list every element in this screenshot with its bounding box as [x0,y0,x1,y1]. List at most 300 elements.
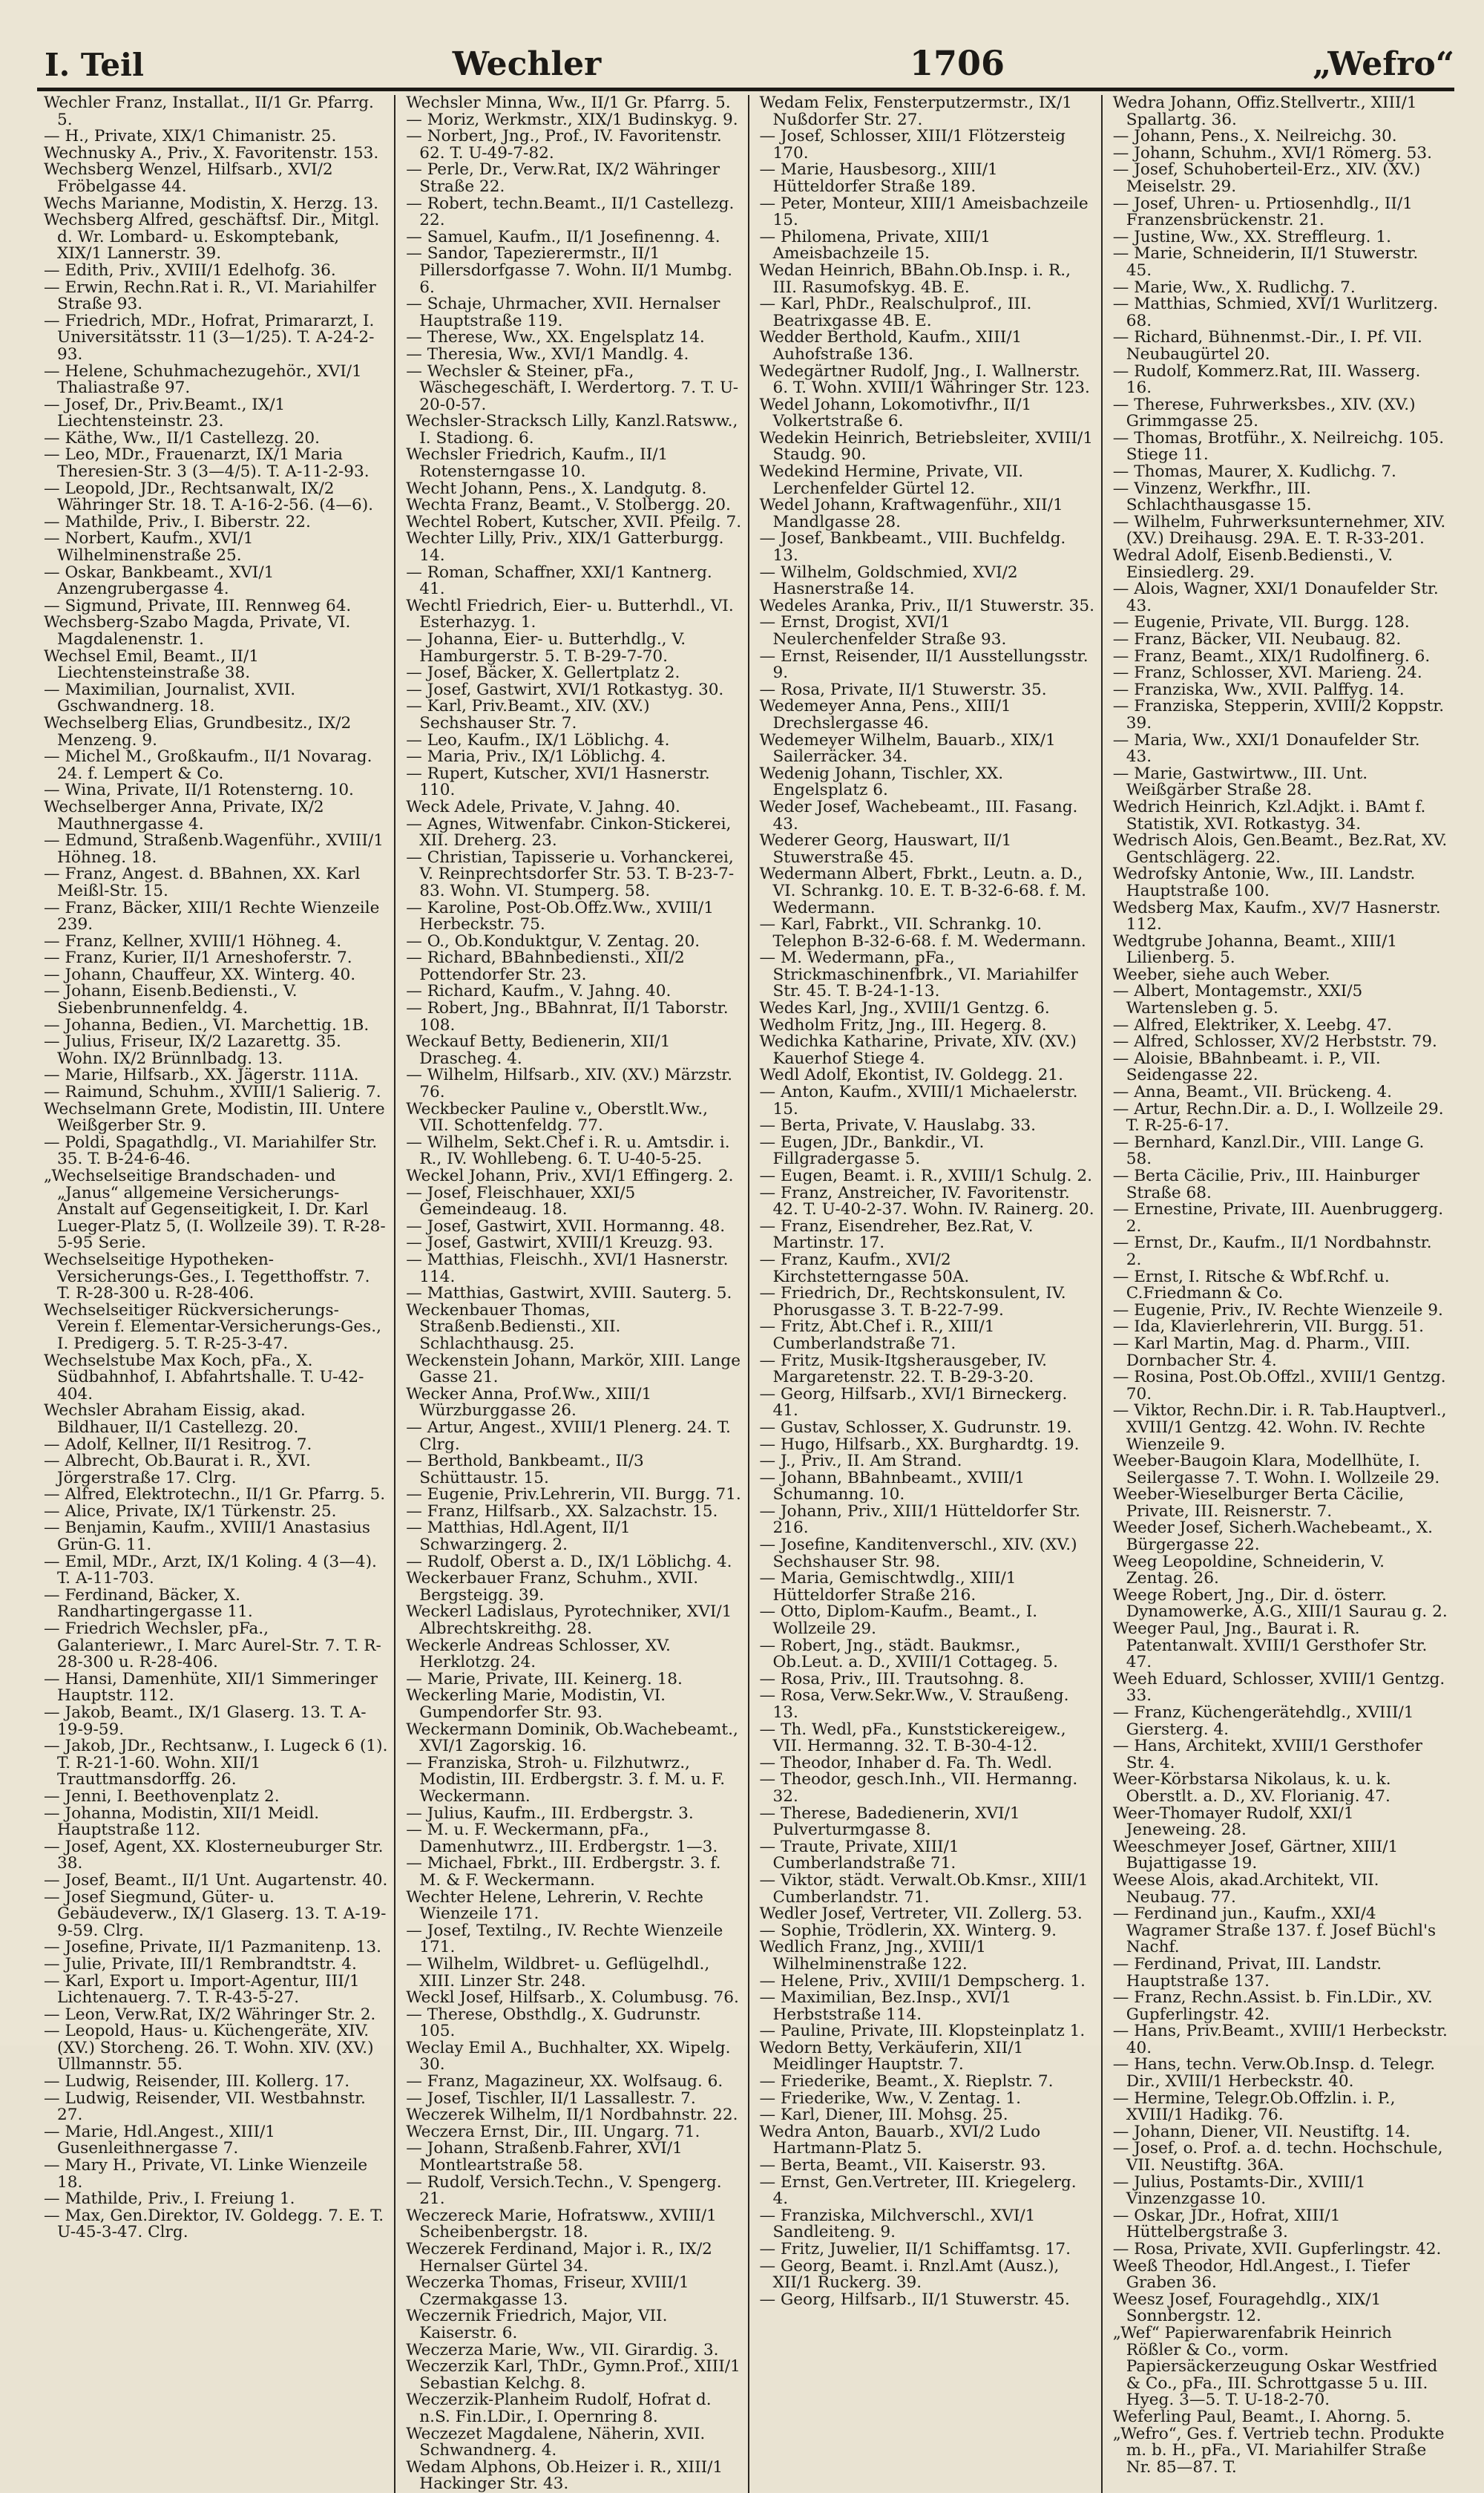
directory-entry: — Berta, Beamt., VII. Kaiserstr. 93. [759,2156,1046,2175]
directory-entry: — Johanna, Modistin, XII/1 Meidl. Hauptstraße 112. [44,1804,320,1840]
directory-entry: Wechsel Emil, Beamt., II/1 Liechtensteinstraße 38. [44,646,259,683]
directory-entry: — Thomas, Brotführ., X. Neilreichg. 105. Stiege 11. [1112,428,1445,465]
header-rule [37,88,1454,91]
directory-entry: — Franz, Rechn.Assist. b. Fin.LDir., XV. Gupferlingstr. 42. [1112,1988,1433,2024]
directory-entry: — Josefine, Kanditenverschl., XIV. (XV.) Sechshauser Str. 98. [759,1536,1077,1571]
directory-entry: — Maria, Gemischtwdlg., XIII/1 Hütteldorfer Straße 216. [759,1569,1017,1605]
directory-entry: — Leopold, JDr., Rechtsanwalt, IX/2 Währinger Str. 18. T. A-16-2-56. (4—6). [44,479,374,515]
directory-entry: Wechsberg Alfred, geschäftsf. Dir., Mitgl. d. Wr. Lombard- u. Eskomptebank, XIX/1 Lannerstr. 39. [44,211,380,263]
directory-entry: — Helene, Priv., XVIII/1 Dempscherg. 1. [759,1971,1086,1991]
directory-entry: — Richard, BBahnbediensti., XII/2 Pottendorfer Str. 23. [406,949,685,984]
directory-entry: — Wina, Private, II/1 Rotensterng. 10. [44,781,354,800]
directory-entry: Weckermann Dominik, Ob.Wachebeamt., XVI/1 Zagorskig. 16. [406,1720,738,1756]
directory-entry: — Karl, Fabrkt., VII. Schrankg. 10. Telephon B-32-6-68. f. M. Wedermann. [759,915,1086,951]
directory-entry: — Oskar, Bankbeamt., XVI/1 Anzengrubergasse 4. [44,563,275,599]
directory-entry: Wedder Berthold, Kaufm., XIII/1 Auhofstraße 136. [759,328,1022,364]
directory-entry: — Georg, Hilfsarb., II/1 Stuwerstr. 45. [759,2290,1070,2309]
directory-entry: — Josef, Textilng., IV. Rechte Wienzeile 171. [406,1921,723,1957]
directory-entry: — Benjamin, Kaufm., XVIII/1 Anastasius Grün-G. 11. [44,1519,370,1555]
directory-entry: — Agnes, Witwenfabr. Cinkon-Stickerei, XII. Dreherg. 23. [406,814,732,851]
directory-entry: — Johann, Schuhm., XVI/1 Römerg. 53. [1112,143,1432,163]
directory-entry: Wedichka Katharine, Private, XIV. (XV.) Kauerhof Stiege 4. [759,1032,1077,1068]
directory-entry: Wechsberg-Szabo Magda, Private, VI. Magdalenenstr. 1. [44,613,351,649]
directory-entry: — Theodor, Inhaber d. Fa. Th. Wedl. [759,1753,1053,1772]
directory-entry: — Eugenie, Priv.Lehrerin, VII. Burgg. 71. [406,1485,741,1504]
directory-entry: — Maria, Ww., XXI/1 Donaufelder Str. 43. [1112,730,1420,767]
directory-entry: Wedrofsky Antonie, Ww., III. Landstr. Hauptstraße 100. [1112,865,1416,900]
directory-entry: Wedegärtner Rudolf, Jng., I. Wallnerstr. 6. T. Wohn. XVIII/1 Währinger Str. 123. [759,361,1090,398]
directory-entry: — Eugenie, Priv., IV. Rechte Wienzeile 9. [1112,1300,1443,1320]
directory-entry: Wedekind Hermine, Private, VII. Lerchenfelder Gürtel 12. [759,462,1024,498]
directory-entry: — Wechsler & Steiner, pFa., Wäschegeschäft, I. Werdertorg. 7. T. U-20-0-57. [406,361,739,414]
directory-entry: — Rosa, Verw.Sekr.Ww., V. Straußeng. 13. [759,1686,1069,1722]
directory-entry: — Oskar, JDr., Hofrat, XIII/1 Hüttelbergstraße 3. [1112,2206,1341,2242]
directory-entry: Weclay Emil A., Buchhalter, XX. Wipelg. 30. [406,2038,731,2074]
directory-entry: — Maria, Priv., IX/1 Löblichg. 4. [406,747,666,767]
directory-entry: Weczera Ernst, Dir., III. Ungarg. 71. [406,2122,700,2141]
directory-entry: Weeger Paul, Jng., Baurat i. R. Patentanwalt. XVIII/1 Gersthofer Str. 47. [1112,1619,1428,1672]
directory-entry: — Franz, Kaufm., XVI/2 Kirchstetterngasse 50A. [759,1250,970,1286]
directory-entry: — Rosa, Private, XVII. Gupferlingstr. 42. [1112,2240,1442,2258]
directory-entry: — Berta Cäcilie, Priv., III. Hainburger Straße 68. [1112,1167,1420,1202]
directory-entry: Wedemeyer Anna, Pens., XIII/1 Drechslergasse 46. [759,697,1011,733]
directory-entry: — Maximilian, Bez.Insp., XVI/1 Herbststraße 114. [759,1988,1012,2024]
directory-entry: — Josef, Gastwirt, XVI/1 Rotkastyg. 30. [406,680,724,699]
directory-entry: — Bernhard, Kanzl.Dir., VIII. Lange G. 58. [1112,1133,1425,1169]
directory-entry: — Jenni, I. Beethovenplatz 2. [44,1786,280,1806]
directory-entry: — Alfred, Elektrotechn., II/1 Gr. Pfarrg. 5. [44,1485,386,1504]
directory-entry: — Hans, Architekt, XVIII/1 Gersthofer Str. 4. [1112,1737,1422,1772]
directory-entry: — Ida, Klavierlehrerin, VII. Burgg. 51. [1112,1317,1425,1337]
directory-entry: — Friederike, Beamt., X. Rieplstr. 7. [759,2072,1054,2091]
directory-entry: — Sophie, Trödlerin, XX. Winterg. 9. [759,1921,1057,1940]
directory-entry: — Käthe, Ww., II/1 Castellezg. 20. [44,428,320,448]
directory-entry: — Franz, Hilfsarb., XX. Salzachstr. 15. [406,1501,718,1521]
directory-entry: „Wefro“, Ges. f. Vertrieb techn. Produkte m. b. H., pFa., VI. Mariahilfer Straße Nr. 85—87. T. [1112,2424,1445,2477]
directory-entry: — Franz, Angest. d. BBahnen, XX. Karl Meißl-Str. 15. [44,865,361,900]
directory-entry: — Karl, PhDr., Realschulprof., III. Beatrixgasse 4B. E. [759,295,1032,330]
section-label: I. Teil [45,47,144,83]
directory-entry: — Leo, Kaufm., IX/1 Löblichg. 4. [406,730,670,750]
directory-entry: — Perle, Dr., Verw.Rat, IX/2 Währinger Straße 22. [406,160,720,196]
directory-entry: — Alois, Wagner, XXI/1 Donaufelder Str. 43. [1112,580,1439,615]
directory-entry: — Ernst, Dr., Kaufm., II/1 Nordbahnstr. 2. [1112,1234,1432,1269]
directory-entry: — O., Ob.Konduktgur, V. Zentag. 20. [406,931,700,951]
directory-entry: — Georg, Beamt. i. Rnzl.Amt (Ausz.), XII/1 Ruckerg. 39. [759,2256,1060,2293]
directory-entry: Wechsberg Wenzel, Hilfsarb., XVI/2 Fröbelgasse 44. [44,160,333,196]
directory-entry: Wedlich Franz, Jng., XVIII/1 Wilhelminenstraße 122. [759,1938,986,1973]
directory-entry: — Franz, Magazineur, XX. Wolfsaug. 6. [406,2072,723,2091]
directory-entry: — Norbert, Kaufm., XVI/1 Wilhelminenstraße 25. [44,529,254,566]
directory-entry: — Franz, Beamt., XIX/1 Rudolfinerg. 6. [1112,646,1431,666]
directory-entry: Wedral Adolf, Eisenb.Bediensti., V. Einsiedlerg. 29. [1112,546,1393,582]
column-4 [1101,95,1454,2493]
directory-entry: — Traute, Private, XIII/1 Cumberlandstraße 71. [759,1837,959,1873]
directory-entry: — Karl Martin, Mag. d. Pharm., VIII. Dornbacher Str. 4. [1112,1334,1411,1370]
directory-entry: — Franziska, Milchverschl., XVI/1 Sandleiteng. 9. [759,2206,1036,2242]
directory-entry: — Friedrich, Dr., Rechtskonsulent, IV. Phorusgasse 3. T. B-22-7-99. [759,1284,1066,1320]
directory-entry: — Ludwig, Reisender, III. Kollerg. 17. [44,2072,350,2091]
directory-entry: Weckl Josef, Hilfsarb., X. Columbusg. 76. [406,1988,739,2008]
directory-entry: Wedeles Aranka, Priv., II/1 Stuwerstr. 35. [759,596,1094,615]
directory-entry: Weckerle Andreas Schlosser, XV. Herklotzg. 24. [406,1636,671,1672]
directory-entry: Weczerzik-Planheim Rudolf, Hofrat d. n.S. Fin.LDir., I. Opernring 8. [406,2391,712,2426]
directory-entry: — Wilhelm, Goldschmied, XVI/2 Hasnerstraße 14. [759,563,1018,599]
directory-entry: — Ernst, Gen.Vertreter, III. Kriegelerg. 4. [759,2172,1077,2209]
directory-entry: „Wef“ Papierwarenfabrik Heinrich Rößler & Co., vorm. Papiersäckerzeugung Oskar Westfried & Co., pFa., III. Schrottgasse 5 u. III. Hyeg. 3—5. T. U-18-2-70. [1112,2323,1438,2410]
directory-entry: — Hans, techn. Verw.Ob.Insp. d. Telegr. Dir., XVIII/1 Herbeckstr. 40. [1112,2055,1436,2091]
directory-entry: Wechsler Minna, Ww., II/1 Gr. Pfarrg. 5. [406,94,731,112]
directory-entry: — Moriz, Werkmstr., XIX/1 Budinskyg. 9. [406,110,738,129]
directory-entry: — Josef, Uhren- u. Prtiosenhdlg., II/1 Franzensbrückenstr. 21. [1112,194,1413,230]
directory-entry: — M. u. F. Weckermann, pFa., Damenhutwrz., III. Erdbergstr. 1—3. [406,1821,718,1856]
directory-entry: Wechter Lilly, Priv., XIX/1 Gatterburgg. 14. [406,529,724,566]
directory-entry: Wedsberg Max, Kaufm., XV/7 Hasnerstr. 112. [1112,898,1441,934]
directory-entry: — Fritz, Juwelier, II/1 Schiffamtsg. 17. [759,2240,1071,2258]
directory-entry: — Ferdinand, Privat, III. Landstr. Hauptstraße 137. [1112,1954,1382,1991]
directory-entry: Weferling Paul, Beamt., I. Ahorng. 5. [1112,2407,1411,2426]
directory-entry: — Mathilde, Priv., I. Freiung 1. [44,2189,295,2209]
directory-entry: — Richard, Kaufm., V. Jahng. 40. [406,982,672,1001]
directory-entry: Weeh Eduard, Schlosser, XVIII/1 Gentzg. 33. [1112,1669,1445,1706]
directory-entry: — Poldi, Spagathdlg., VI. Mariahilfer Str. 35. T. B-24-6-46. [44,1133,378,1169]
directory-entry: — Alfred, Schlosser, XV/2 Herbststr. 79. [1112,1032,1437,1052]
directory-entry: Wedam Alphons, Ob.Heizer i. R., XIII/1 Hackinger Str. 43. [406,2457,723,2493]
page-number: 1706 [909,43,1005,83]
directory-entry: — Max, Gen.Direktor, IV. Goldegg. 7. E. T. U-45-3-47. Clrg. [44,2206,384,2242]
directory-entry: — Christian, Tapisserie u. Vorhanckerei, V. Reinprechtsdorfer Str. 53. T. B-23-7-83. Wohn. VI. Stumperg. 58. [406,848,735,900]
directory-entry: — Artur, Angest., XVIII/1 Plenerg. 24. T. Clrg. [406,1418,731,1454]
directory-entry: — Franz, Schlosser, XVI. Marieng. 24. [1112,664,1422,683]
directory-entry: — Samuel, Kaufm., II/1 Josefinenng. 4. [406,227,720,246]
directory-entry: — Michel M., Großkaufm., II/1 Novarag. 24. f. Lempert & Co. [44,747,372,783]
directory-entry: Weczerek Ferdinand, Major i. R., IX/2 Hernalser Gürtel 34. [406,2240,712,2276]
directory-entry: — Ernst, I. Ritsche & Wbf.Rchf. u. C.Friedmann & Co. [1112,1267,1390,1303]
directory-entry: Weeber-Wieselburger Berta Cäcilie, Private, III. Reisnerstr. 7. [1112,1485,1405,1521]
directory-entry: Wedel Johann, Kraftwagenführ., XII/1 Mandlgasse 28. [759,496,1063,531]
directory-entry: — Leon, Verw.Rat, IX/2 Währinger Str. 2. [44,2005,376,2024]
directory-entry: — Julius, Kaufm., III. Erdbergstr. 3. [406,1804,694,1823]
directory-entry: — Pauline, Private, III. Klopsteinplatz 1. [759,2022,1086,2041]
directory-entry: — Hermine, Telegr.Ob.Offzlin. i. P., XVIII/1 Hadikg. 76. [1112,2089,1396,2125]
directory-entry: Weckerling Marie, Modistin, VI. Gumpendorfer Str. 93. [406,1686,666,1722]
directory-entry: Wechler Franz, Installat., II/1 Gr. Pfarrg. 5. [44,94,374,129]
directory-entry: — Viktor, Rechn.Dir. i. R. Tab.Hauptverl., XVIII/1 Gentzg. 42. Wohn. IV. Rechte Wienzeile 9. [1112,1401,1447,1454]
directory-entry: — Sandor, Tapezierermstr., II/1 Pillersdorfgasse 7. Wohn. II/1 Mumbg. 6. [406,244,733,297]
column-2 [394,95,747,2493]
directory-entry: — Emil, MDr., Arzt, IX/1 Koling. 4 (3—4). T. A-11-703. [44,1552,377,1588]
directory-entry: — Franz, Bäcker, VII. Neubaug. 82. [1112,630,1402,649]
directory-entry: Weeß Theodor, Hdl.Angest., I. Tiefer Graben 36. [1112,2256,1410,2293]
directory-entry: — Josef, o. Prof. a. d. techn. Hochschule, VII. Neustiftg. 36A. [1112,2139,1443,2175]
directory-entry: Wechselseitiger Rückversicherungs-Verein f. Elementar-Versicherungs-Ges., I. Predigerg. 5. T. R-25-3-47. [44,1300,381,1353]
directory-entry: Wechtel Robert, Kutscher, XVII. Pfeilg. 7. [406,512,742,531]
directory-entry: — Schaje, Uhrmacher, XVII. Hernalser Hauptstraße 119. [406,295,720,330]
directory-entry: Wedekin Heinrich, Betriebsleiter, XVIII/1 Staudg. 90. [759,428,1093,465]
directory-entry: Weeber, siehe auch Weber. [1112,965,1330,984]
directory-entry: Wedenig Johann, Tischler, XX. Engelsplatz 6. [759,764,1004,800]
directory-entry: — M. Wedermann, pFa., Strickmaschinenfbrk., VI. Mariahilfer Str. 45. T. B-24-1-13. [759,949,1078,1001]
directory-entry: — Josefine, Private, II/1 Pazmanitenp. 13. [44,1938,381,1957]
directory-entry: — Rosa, Priv., III. Trautsohng. 8. [759,1669,1025,1688]
directory-entry: — Philomena, Private, XIII/1 Ameisbachzeile 15. [759,227,991,263]
directory-entry: — Julius, Postamts-Dir., XVIII/1 Vinzenzgasse 10. [1112,2172,1366,2209]
directory-entry: — Hans, Priv.Beamt., XVIII/1 Herbeckstr. 40. [1112,2022,1448,2057]
directory-entry: — Josef, Schuhoberteil-Erz., XIV. (XV.) Meiselstr. 29. [1112,160,1421,196]
directory-entry: — Julius, Friseur, IX/2 Lazarettg. 35. Wohn. IX/2 Brünnlbadg. 13. [44,1032,341,1068]
directory-entry: — Georg, Hilfsarb., XVI/1 Birneckerg. 41. [759,1384,1068,1421]
directory-entry: Wechsler-Stracksch Lilly, Kanzl.Ratsww., I. Stadiong. 6. [406,412,738,448]
directory-entry: Wedemeyer Wilhelm, Bauarb., XIX/1 Sailerräcker. 34. [759,730,1056,767]
directory-entry: — Therese, Ww., XX. Engelsplatz 14. [406,328,705,347]
directory-entry: — Josef, Bäcker, X. Gellertplatz 2. [406,664,680,683]
directory-entry: — Marie, Gastwirtww., III. Unt. Weißgärber Straße 28. [1112,764,1368,800]
directory-entry: — Albert, Montagemstr., XXI/5 Wartensleben g. 5. [1112,982,1363,1018]
directory-entry: — Johann, Straßenb.Fahrer, XVI/1 Montleartstraße 58. [406,2139,683,2175]
directory-entry: Wedra Johann, Offiz.Stellvertr., XIII/1 Spallartg. 36. [1112,94,1417,129]
directory-entry: — Ferdinand, Bäcker, X. Randhartingergasse 11. [44,1585,253,1622]
directory-entry: Wechtl Friedrich, Eier- u. Butterhdl., VI. Esterhazyg. 1. [406,596,734,632]
directory-columns [41,94,1454,2493]
directory-entry: — Eugen, Beamt. i. R., XVIII/1 Schulg. 2. [759,1167,1092,1185]
directory-entry: — Berthold, Bankbeamt., II/3 Schüttaustr. 15. [406,1452,644,1487]
directory-entry: — Marie, Hausbesorg., XIII/1 Hütteldorfer Straße 189. [759,160,998,196]
directory-entry: Wechselberg Elias, Grundbesitz., IX/2 Menzeng. 9. [44,713,352,750]
directory-entry: Wechnusky A., Priv., X. Favoritenstr. 153. [44,143,379,163]
directory-entry: — Berta, Private, V. Hauslabg. 33. [759,1116,1036,1136]
directory-entry: — Theodor, gesch.Inh., VII. Hermanng. 32. [759,1770,1078,1806]
directory-entry: — Josef, Gastwirt, XVII. Hormanng. 48. [406,1216,726,1236]
directory-entry: — Franziska, Stroh- u. Filzhutwrz., Modistin, III. Erdbergstr. 3. f. M. u. F. Weckermann. [406,1753,726,1806]
directory-entry: Weer-Thomayer Rudolf, XXI/1 Jeneweing. 28. [1112,1804,1354,1840]
directory-entry: — Jakob, Beamt., IX/1 Glaserg. 13. T. A-19-9-59. [44,1703,367,1739]
page-header [45,39,1454,83]
directory-entry: — Matthias, Schmied, XVI/1 Wurlitzerg. 68. [1112,295,1439,330]
directory-entry: Weder Josef, Wachebeamt., III. Fasang. 43. [759,797,1078,833]
directory-entry: — H., Private, XIX/1 Chimanistr. 25. [44,127,337,146]
directory-entry: — Friedrich Wechsler, pFa., Galanteriewr., I. Marc Aurel-Str. 7. T. R-28-300 u. R-28-406. [44,1619,381,1672]
directory-entry: Wechter Helene, Lehrerin, V. Rechte Wienzeile 171. [406,1887,703,1924]
directory-entry: Weeber-Baugoin Klara, Modellhüte, I. Seilergasse 7. T. Wohn. I. Wollzeile 29. [1112,1452,1440,1487]
directory-entry: — Anton, Kaufm., XVIII/1 Michaelerstr. 15. [759,1083,1078,1118]
directory-entry: Wedel Johann, Lokomotivfhr., II/1 Volkertstraße 6. [759,395,1032,431]
directory-entry: — Marie, Private, III. Keinerg. 18. [406,1669,683,1688]
directory-entry: Weczerka Thomas, Friseur, XVIII/1 Czermakgasse 13. [406,2273,689,2309]
directory-entry: — Wilhelm, Fuhrwerksunternehmer, XIV. (XV.) Dreihausg. 29A. E. T. R-33-201. [1112,512,1446,548]
directory-entry: Weckenstein Johann, Markör, XIII. Lange Gasse 21. [406,1351,741,1387]
directory-entry: — Josef, Dr., Priv.Beamt., IX/1 Liechtensteinstr. 23. [44,395,286,431]
directory-entry: — Robert, Jng., BBahnrat, II/1 Taborstr. 108. [406,999,729,1035]
directory-entry: — Josef, Bankbeamt., VIII. Buchfeldg. 13. [759,529,1066,566]
directory-entry: Wedrisch Alois, Gen.Beamt., Bez.Rat, XV. Gentschlägerg. 22. [1112,831,1448,867]
directory-entry: — Franz, Küchengerätehdlg., XVIII/1 Giersterg. 4. [1112,1703,1414,1739]
directory-entry: — Hansi, Damenhüte, XII/1 Simmeringer Hauptstr. 112. [44,1669,378,1706]
directory-entry: Weckauf Betty, Bedienerin, XII/1 Drascheg. 4. [406,1032,671,1068]
directory-entry: — Wilhelm, Sekt.Chef i. R. u. Amtsdir. i. R., IV. Wohllebeng. 6. T. U-40-5-25. [406,1133,730,1169]
directory-entry: — Johanna, Bedien., VI. Marchettig. 1B. [44,1015,370,1035]
directory-entry: — Mary H., Private, VI. Linke Wienzeile 18. [44,2156,368,2192]
directory-entry: — Norbert, Jng., Prof., IV. Favoritenstr. 62. T. U-49-7-82. [406,127,722,163]
directory-entry: Weczerzik Karl, ThDr., Gymn.Prof., XIII/1 Sebastian Kelchg. 8. [406,2357,741,2393]
catchword-left: Wechler [452,45,602,83]
directory-entry: — Rudolf, Oberst a. D., IX/1 Löblichg. 4. [406,1552,732,1571]
directory-entry: — Wilhelm, Wildbret- u. Geflügelhdl., XIII. Linzer Str. 248. [406,1954,710,1991]
directory-entry: — Therese, Obsthdlg., X. Gudrunstr. 105. [406,2005,701,2041]
directory-entry: Weczerek Wilhelm, II/1 Nordbahnstr. 22. [406,2106,738,2125]
directory-entry: Weckel Johann, Priv., XVI/1 Effingerg. 2. [406,1167,734,1185]
directory-entry: Weesz Josef, Fouragehdlg., XIX/1 Sonnbergstr. 12. [1112,2290,1382,2326]
directory-entry: — Michael, Fbrkt., III. Erdbergstr. 3. f. M. & F. Weckermann. [406,1854,721,1890]
directory-entry: Wederer Georg, Hauswart, II/1 Stuwerstraße 45. [759,831,1012,867]
directory-entry: — Johann, Priv., XIII/1 Hütteldorfer Str. 216. [759,1501,1080,1538]
directory-entry: Wedholm Fritz, Jng., III. Hegerg. 8. [759,1015,1047,1035]
directory-entry: — Fritz, Abt.Chef i. R., XIII/1 Cumberlandstraße 71. [759,1317,995,1353]
directory-entry: — Roman, Schaffner, XXI/1 Kantnerg. 41. [406,563,712,599]
directory-entry: — Mathilde, Priv., I. Biberstr. 22. [44,512,311,531]
directory-entry: Weckenbauer Thomas, Straßenb.Bediensti., XII. Schlachthausg. 25. [406,1300,621,1353]
directory-entry: — Alfred, Elektriker, X. Leebg. 47. [1112,1015,1393,1035]
directory-entry: Wedrich Heinrich, Kzl.Adjkt. i. BAmt f. Statistik, XVI. Rotkastyg. 34. [1112,797,1426,833]
directory-entry: — J., Priv., II. Am Strand. [759,1452,962,1471]
directory-entry: — Hugo, Hilfsarb., XX. Burghardtg. 19. [759,1435,1080,1454]
directory-entry: Weeschmeyer Josef, Gärtner, XIII/1 Bujattigasse 19. [1112,1837,1399,1873]
directory-entry: — Sigmund, Private, III. Rennweg 64. [44,596,352,615]
directory-entry: — Rupert, Kutscher, XVI/1 Hasnerstr. 110. [406,764,710,800]
directory-entry: Wechs Marianne, Modistin, X. Herzg. 13. [44,194,379,213]
directory-entry: Wedes Karl, Jng., XVIII/1 Gentzg. 6. [759,999,1050,1018]
directory-entry: — Ernst, Reisender, II/1 Ausstellungsstr. 9. [759,646,1089,683]
directory-entry: — Leo, MDr., Frauenarzt, IX/1 Maria Theresien-Str. 3 (3—4/5). T. A-11-2-93. [44,445,370,482]
directory-entry: — Theresia, Ww., XVI/1 Mandlg. 4. [406,344,689,364]
directory-entry: — Eugen, JDr., Bankdir., VI. Fillgradergasse 5. [759,1133,985,1169]
directory-entry: Wedler Josef, Vertreter, VII. Zollerg. 53. [759,1904,1083,1924]
directory-entry: — Rosina, Post.Ob.Offzl., XVIII/1 Gentzg. 70. [1112,1368,1446,1403]
directory-entry: — Franziska, Ww., XVII. Palffyg. 14. [1112,680,1405,699]
directory-entry: — Josef, Fleischhauer, XXI/5 Gemeindeaug. 18. [406,1183,636,1219]
directory-entry: Wechta Franz, Beamt., V. Stolbergg. 20. [406,496,731,515]
directory-entry: Weckerbauer Franz, Schuhm., XVII. Bergsteigg. 39. [406,1569,699,1605]
directory-entry: — Johann, BBahnbeamt., XVIII/1 Schumanng. 10. [759,1468,1025,1504]
directory-entry: — Josef, Tischler, II/1 Lassallestr. 7. [406,2089,696,2108]
directory-entry: — Artur, Rechn.Dir. a. D., I. Wollzeile 29. T. R-25-6-17. [1112,1099,1444,1136]
directory-entry: Weck Adele, Private, V. Jahng. 40. [406,797,680,816]
directory-entry: Wedorn Betty, Verkäuferin, XII/1 Meidlinger Hauptstr. 7. [759,2038,1024,2074]
directory-entry: — Albrecht, Ob.Baurat i. R., XVI. Jörgerstraße 17. Clrg. [44,1452,311,1487]
directory-entry: Weeg Leopoldine, Schneiderin, V. Zentag. 26. [1112,1552,1385,1588]
directory-entry: — Thomas, Maurer, X. Kudlichg. 7. [1112,462,1396,482]
directory-entry: — Franziska, Stepperin, XVIII/2 Koppstr. 39. [1112,697,1445,733]
directory-entry: — Gustav, Schlosser, X. Gudrunstr. 19. [759,1418,1072,1437]
directory-entry: — Ernestine, Private, III. Auenbruggerg. 2. [1112,1200,1444,1236]
directory-entry: — Josef Siegmund, Güter- u. Gebäudeverw., IX/1 Glaserg. 13. T. A-19-9-59. Clrg. [44,1887,387,1940]
directory-entry: — Otto, Diplom-Kaufm., Beamt., I. Wollzeile 29. [759,1602,1038,1639]
directory-entry: — Wilhelm, Hilfsarb., XIV. (XV.) Märzstr. 76. [406,1066,732,1102]
directory-entry: — Therese, Fuhrwerksbes., XIV. (XV.) Grimmgasse 25. [1112,395,1416,431]
directory-entry: Weczereck Marie, Hofratsww., XVIII/1 Scheibenbergstr. 18. [406,2206,717,2242]
directory-entry: Weczerza Marie, Ww., VII. Girardig. 3. [406,2340,719,2359]
directory-entry: — Marie, Hilfsarb., XX. Jägerstr. 111A. [44,1066,359,1085]
catchword-right: „Wefro“ [1312,45,1454,83]
directory-entry: — Friedrich, MDr., Hofrat, Primararzt, I. Universitätsstr. 11 (3—1/25). T. A-24-2-93. [44,311,375,364]
directory-entry: Wedl Adolf, Ekontist, IV. Goldegg. 21. [759,1066,1063,1085]
directory-entry: — Edmund, Straßenb.Wagenführ., XVIII/1 Höhneg. 18. [44,831,384,867]
directory-entry: Weczernik Friedrich, Major, VII. Kaiserstr. 6. [406,2307,668,2342]
directory-entry: — Marie, Schneiderin, II/1 Stuwerstr. 45. [1112,244,1419,280]
directory-entry: — Eugenie, Private, VII. Burgg. 128. [1112,613,1410,632]
directory-entry: — Josef, Agent, XX. Klosterneuburger Str. 38. [44,1837,384,1873]
directory-entry: — Marie, Hdl.Angest., XIII/1 Gusenleithnergasse 7. [44,2122,276,2158]
directory-entry: — Peter, Monteur, XIII/1 Ameisbachzeile 15. [759,194,1089,230]
directory-entry: Wechsler Friedrich, Kaufm., II/1 Rotensterngasse 10. [406,445,669,482]
directory-entry: — Matthias, Hdl.Agent, II/1 Schwarzingerg. 2. [406,1519,631,1555]
directory-entry: — Justine, Ww., XX. Streffleurg. 1. [1112,227,1392,246]
directory-entry: — Aloisie, BBahnbeamt. i. P., VII. Seidengasse 22. [1112,1049,1381,1085]
directory-entry: — Maximilian, Journalist, XVII. Gschwandnerg. 18. [44,680,296,716]
directory-entry: — Ernst, Drogist, XVI/1 Neulerchenfelder Straße 93. [759,613,1007,649]
directory-entry: Weer-Körbstarsa Nikolaus, k. u. k. Oberstlt. a. D., XV. Florianig. 47. [1112,1770,1391,1806]
directory-entry: — Johann, Pens., X. Neilreichg. 30. [1112,127,1397,146]
directory-entry: — Matthias, Gastwirt, XVIII. Sauterg. 5. [406,1284,732,1303]
directory-entry: Weege Robert, Jng., Dir. d. österr. Dynamowerke, A.G., XIII/1 Saurau g. 2. [1112,1585,1448,1622]
directory-entry: Weckerl Ladislaus, Pyrotechniker, XVI/1 Albrechtskreithg. 28. [406,1602,732,1639]
directory-entry: — Josef, Schlosser, XIII/1 Flötzersteig 170. [759,127,1066,163]
directory-entry: — Johann, Chauffeur, XX. Winterg. 40. [44,965,356,984]
directory-entry: — Helene, Schuhmachezugehör., XVI/1 Thaliastraße 97. [44,361,362,398]
directory-entry: — Fritz, Musik-Itgsherausgeber, IV. Margaretenstr. 22. T. B-29-3-20. [759,1351,1048,1387]
directory-entry: — Rudolf, Versich.Techn., V. Spengerg. 21. [406,2172,722,2209]
directory-entry: Weese Alois, akad.Architekt, VII. Neubaug. 77. [1112,1870,1379,1907]
directory-entry: Wechselstube Max Koch, pFa., X. Südbahnhof, I. Abfahrtshalle. T. U-42-404. [44,1351,364,1403]
directory-entry: — Josef, Beamt., II/1 Unt. Augartenstr. 40. [44,1870,388,1890]
directory-entry: Wecht Johann, Pens., X. Landgutg. 8. [406,479,707,498]
directory-entry: — Ferdinand jun., Kaufm., XXI/4 Wagramer Straße 137. f. Josef Büchl's Nachf. [1112,1904,1437,1957]
directory-entry: — Marie, Ww., X. Rudlichg. 7. [1112,278,1356,297]
directory-entry: — Franz, Kurier, II/1 Arneshoferstr. 7. [44,949,352,968]
directory-entry: — Richard, Bühnenmst.-Dir., I. Pf. VII. Neubaugürtel 20. [1112,328,1422,364]
column-3 [748,95,1101,2493]
directory-entry: Wedam Felix, Fensterputzermstr., IX/1 Nußdorfer Str. 27. [759,94,1072,129]
directory-entry: Wechselseitige Hypotheken-Versicherungs-Ges., I. Tegetthoffstr. 7. T. R-28-300 u. R-28-406. [44,1250,370,1303]
directory-entry: — Therese, Badedienerin, XVI/1 Pulverturmgasse 8. [759,1804,1020,1840]
directory-entry: — Adolf, Kellner, II/1 Resitrog. 7. [44,1435,312,1454]
directory-entry: — Johanna, Eier- u. Butterhdlg., V. Hamburgerstr. 5. T. B-29-7-70. [406,630,686,666]
directory-entry: — Robert, techn.Beamt., II/1 Castellezg. 22. [406,194,735,230]
directory-entry: Weeder Josef, Sicherh.Wachebeamt., X. Bürgergasse 22. [1112,1519,1434,1555]
directory-entry: — Franz, Anstreicher, IV. Favoritenstr. 42. T. U-40-2-37. Wohn. IV. Rainerg. 20. [759,1183,1094,1219]
directory-entry: Wechselberger Anna, Private, IX/2 Mauthnergasse 4. [44,797,324,833]
directory-entry: — Erwin, Rechn.Rat i. R., VI. Mariahilfer Straße 93. [44,278,376,314]
directory-entry: — Johann, Diener, VII. Neustiftg. 14. [1112,2122,1411,2141]
directory-entry: Weczezet Magdalene, Näherin, XVII. Schwandnerg. 4. [406,2424,706,2460]
directory-entry: „Wechselseitige Brandschaden- und „Janus“ allgemeine Versicherungs-Anstalt auf Gegenseitigkeit, I. Dr. Karl Lueger-Platz 5, (I. Wollzeile 39). T. R-28-5-95 Serie. [44,1167,386,1253]
directory-entry: — Karl, Priv.Beamt., XIV. (XV.) Sechshauser Str. 7. [406,697,650,733]
directory-entry: — Alice, Private, IX/1 Türkenstr. 25. [44,1501,337,1521]
directory-entry: — Franz, Eisendreher, Bez.Rat, V. Martinstr. 17. [759,1216,1034,1253]
directory-entry: — Karl, Diener, III. Mohsg. 25. [759,2106,1008,2125]
directory-entry: — Rosa, Private, II/1 Stuwerstr. 35. [759,680,1047,699]
column-1 [41,95,394,2493]
directory-entry: Wedan Heinrich, BBahn.Ob.Insp. i. R., III. Rasumofskyg. 4B. E. [759,261,1071,297]
directory-entry: — Ludwig, Reisender, VII. Westbahnstr. 27. [44,2089,366,2125]
directory-entry: Wechsler Abraham Eissig, akad. Bildhauer, II/1 Castellezg. 20. [44,1401,306,1437]
directory-entry: — Th. Wedl, pFa., Kunststickereigew., VII. Hermanng. 32. T. B-30-4-12. [759,1720,1066,1756]
directory-entry: — Raimund, Schuhm., XVIII/1 Salierig. 7. [44,1083,381,1102]
directory-entry: — Josef, Gastwirt, XVIII/1 Kreuzg. 93. [406,1234,714,1253]
directory-entry: — Franz, Kellner, XVIII/1 Höhneg. 4. [44,931,342,951]
directory-entry: — Rudolf, Kommerz.Rat, III. Wasserg. 16. [1112,361,1421,398]
directory-entry: — Edith, Priv., XVIII/1 Edelhofg. 36. [44,261,336,280]
directory-entry: — Franz, Bäcker, XIII/1 Rechte Wienzeile 239. [44,898,380,934]
